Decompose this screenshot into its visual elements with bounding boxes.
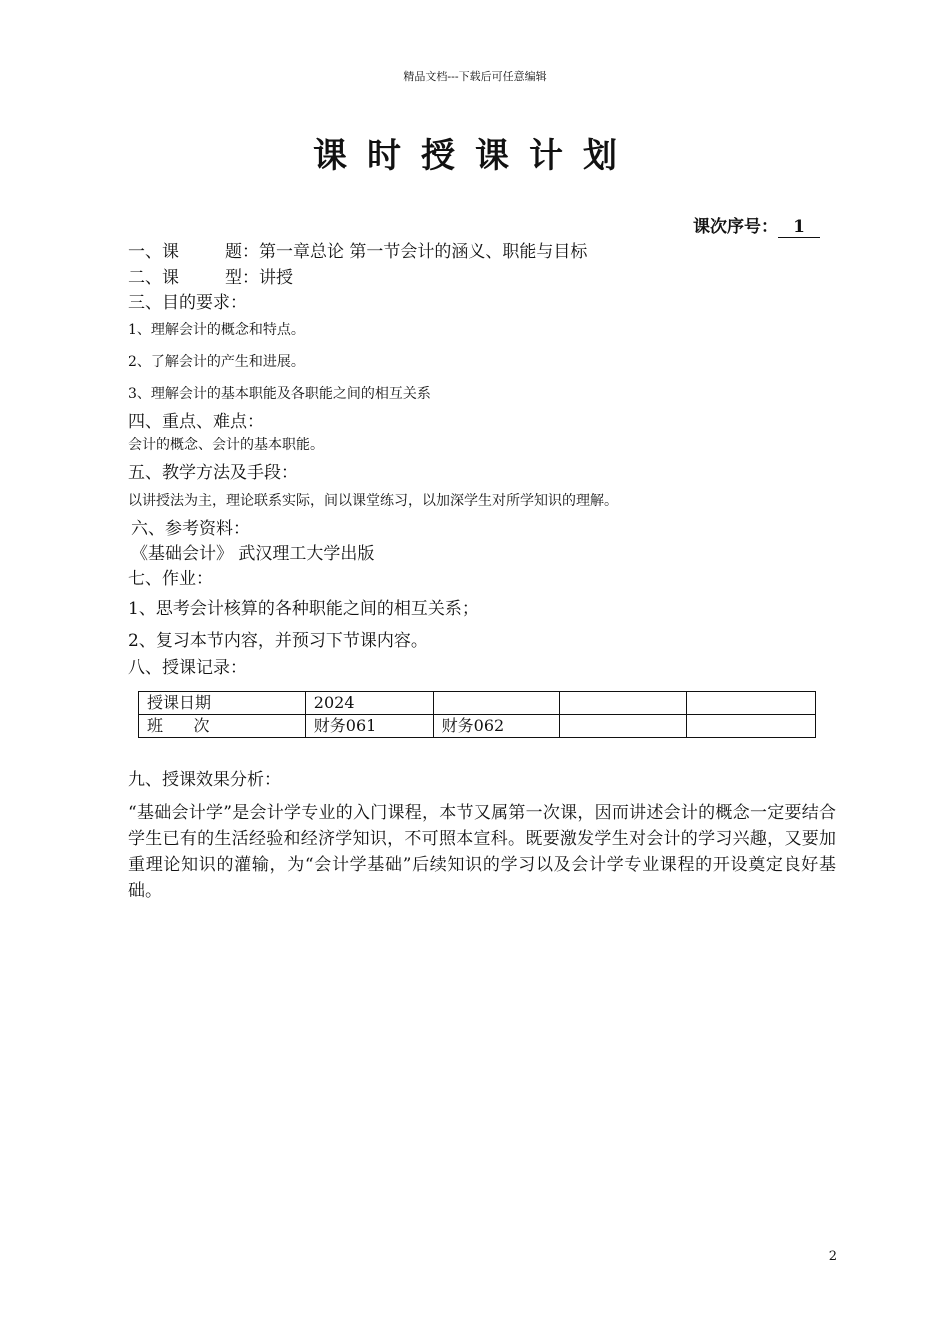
table-cell bbox=[560, 692, 687, 715]
table-cell: 授课日期 bbox=[139, 692, 306, 715]
table-cell bbox=[687, 715, 816, 738]
objective-item: 3、理解会计的基本职能及各职能之间的相互关系 bbox=[128, 386, 431, 402]
homework-item: 2、复习本节内容，并预习下节课内容。 bbox=[128, 631, 428, 651]
homework-heading: 七、作业： bbox=[128, 569, 213, 589]
table-cell bbox=[560, 715, 687, 738]
topic-value: 第一章总论 第一节会计的涵义、职能与目标 bbox=[259, 242, 588, 262]
table-cell bbox=[433, 692, 560, 715]
methods-text: 以讲授法为主，理论联系实际，间以课堂练习，以加深学生对所学知识的理解。 bbox=[128, 493, 618, 509]
objective-item: 1、理解会计的概念和特点。 bbox=[128, 322, 305, 338]
record-heading: 八、授课记录： bbox=[128, 658, 247, 678]
analysis-heading: 九、授课效果分析： bbox=[128, 770, 281, 790]
teaching-record-table bbox=[138, 691, 816, 738]
table-cell: 2024 bbox=[305, 692, 433, 715]
references-heading: 六、参考资料： bbox=[131, 519, 250, 539]
page-number: 2 bbox=[828, 1249, 837, 1264]
header-note: 精品文档---下载后可任意编辑 bbox=[403, 70, 547, 83]
topic-label-a: 一、课 bbox=[128, 242, 179, 262]
type-line bbox=[128, 263, 293, 288]
keypoints-text: 会计的概念、会计的基本职能。 bbox=[128, 437, 324, 453]
methods-heading: 五、教学方法及手段： bbox=[128, 463, 298, 483]
analysis-paragraph: “基础会计学”是会计学专业的入门课程，本节又属第一次课，因而讲述会计的概念一定要结合学生已有的生活经验和经济学知识，不可照本宣科。既要激发学生对会计的学习兴趣，又要加重理论知识的灌输，为“会计学基础”后续知识的学习以及会计学专业课程的开设奠定良好基础。 bbox=[128, 803, 836, 901]
lesson-sequence bbox=[693, 212, 820, 238]
lesson-sequence-label: 课次序号： bbox=[693, 217, 778, 237]
topic-label-b: 题： bbox=[225, 242, 259, 262]
type-value: 讲授 bbox=[259, 268, 293, 288]
references-text: 《基础会计》 武汉理工大学出版 bbox=[131, 544, 375, 564]
table-row bbox=[139, 692, 816, 715]
homework-item: 1、思考会计核算的各种职能之间的相互关系； bbox=[128, 599, 479, 619]
page-title: 课时授课计划 bbox=[313, 136, 637, 176]
table-cell: 财务062 bbox=[433, 715, 560, 738]
table-cell bbox=[687, 692, 816, 715]
type-label-a: 二、课 bbox=[128, 268, 179, 288]
table-cell: 财务061 bbox=[305, 715, 433, 738]
topic-line bbox=[128, 237, 587, 262]
objective-item: 2、了解会计的产生和进展。 bbox=[128, 354, 305, 370]
lesson-sequence-number: 1 bbox=[778, 217, 820, 238]
keypoints-heading: 四、重点、难点： bbox=[128, 412, 264, 432]
table-row bbox=[139, 715, 816, 738]
table-cell: 班 次 bbox=[139, 715, 306, 738]
type-label-b: 型： bbox=[225, 268, 259, 288]
objectives-heading: 三、目的要求： bbox=[128, 293, 247, 313]
